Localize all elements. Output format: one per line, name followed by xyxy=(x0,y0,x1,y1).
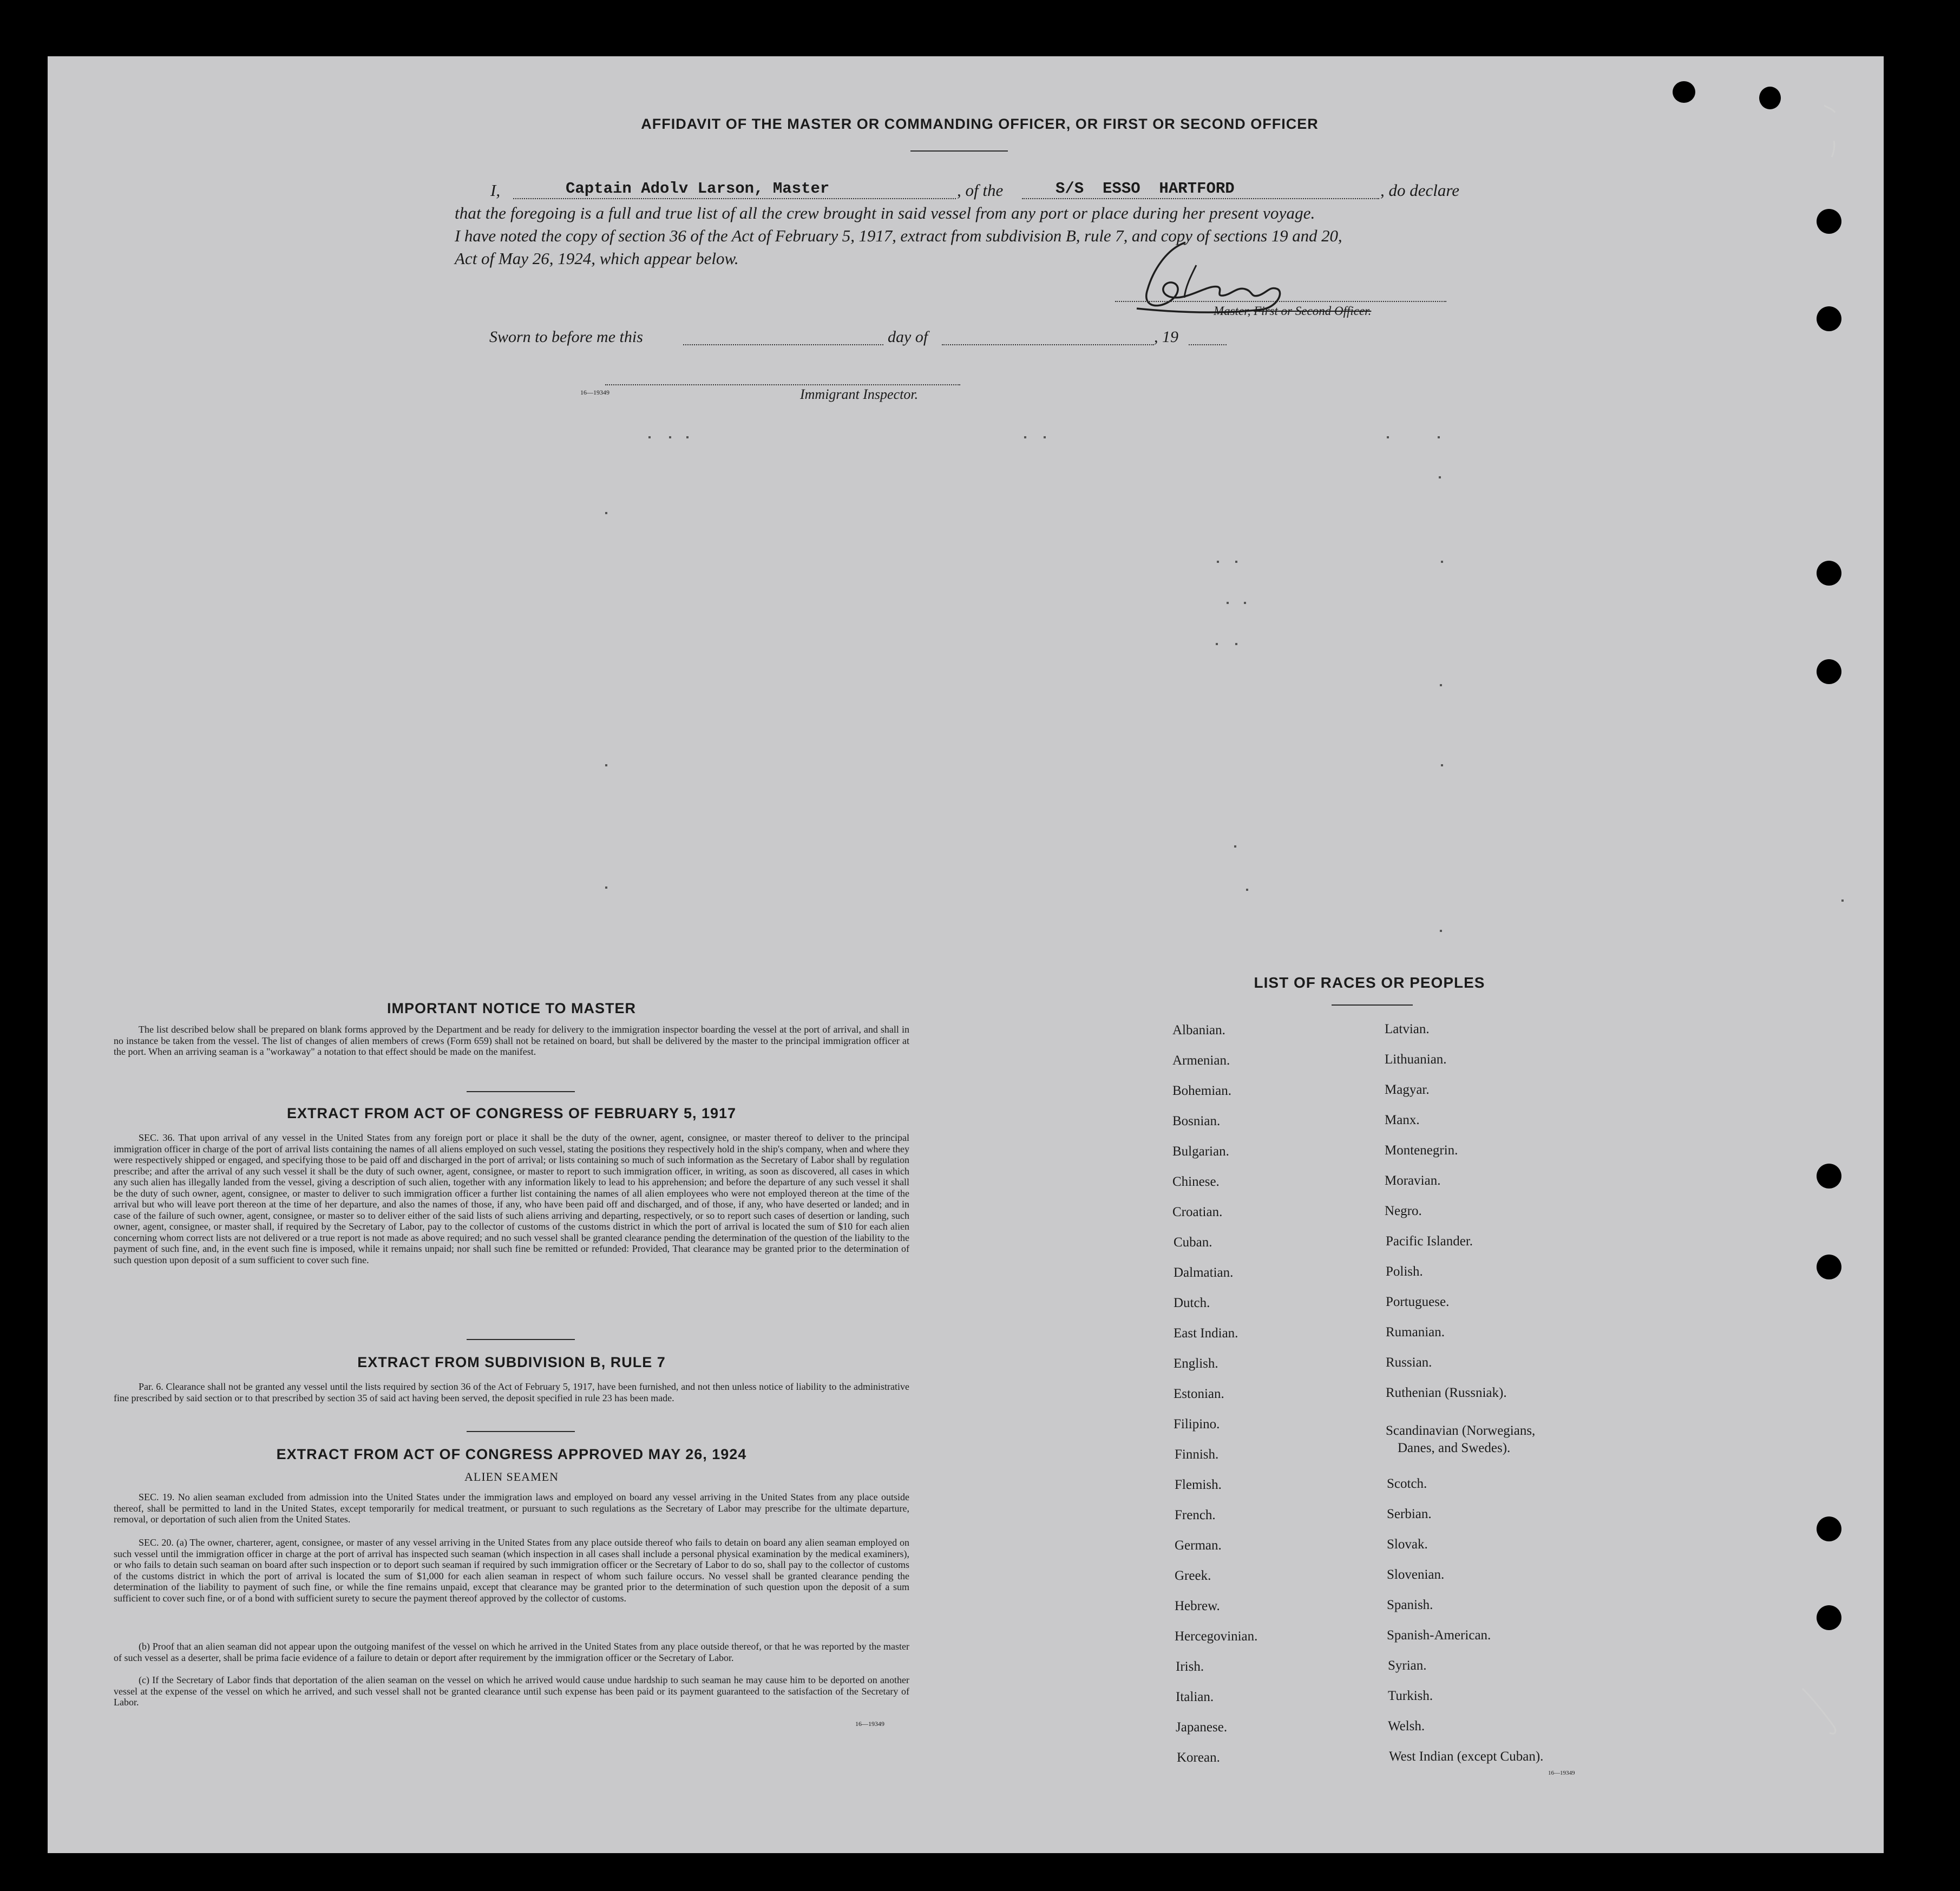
divider-3 xyxy=(467,1431,575,1432)
race-right: Serbian. xyxy=(1387,1507,1432,1521)
race-left: East Indian. xyxy=(1174,1326,1238,1341)
race-left: Italian. xyxy=(1176,1690,1214,1704)
alien-seamen-subtitle: ALIEN SEAMEN xyxy=(464,1470,559,1483)
sworn-prefix: Sworn to before me this xyxy=(489,328,643,346)
races-title: LIST OF RACES OR PEOPLES xyxy=(1254,974,1485,991)
scan-speck xyxy=(669,436,671,438)
sworn-year-line xyxy=(1189,344,1227,345)
race-right: Scotch. xyxy=(1387,1476,1427,1491)
race-right: Latvian. xyxy=(1385,1022,1430,1036)
scan-speck xyxy=(1216,643,1218,645)
sec19-text: SEC. 19. No alien seaman excluded from admission into the United States under the immigration laws and employed on board any vessel arriving in the United States from any place outside thereof, shall be permitted to land in the United States, except temporarily for medical treatment, or pursuant to such regulations as the Secretary of Labor may prescribe for the ultimate departure, removal, or deportation of such alien from the United States. xyxy=(114,1492,909,1525)
race-right: Moravian. xyxy=(1385,1173,1441,1188)
sig-caption-master: Master, xyxy=(1214,304,1254,318)
affidavit-title: AFFIDAVIT OF THE MASTER OR COMMANDING OFFICER, OR FIRST OR SECOND OFFICER xyxy=(641,116,1319,132)
form-number-races: 16—19349 xyxy=(1548,1770,1575,1776)
scan-speck xyxy=(1024,436,1026,438)
extract-1924-title: EXTRACT FROM ACT OF CONGRESS APPROVED MAY 26, 1924 xyxy=(276,1446,747,1462)
affidavit-line-4: Act of May 26, 1924, which appear below. xyxy=(455,249,739,268)
race-left: Irish. xyxy=(1176,1659,1204,1674)
race-left: Bulgarian. xyxy=(1172,1144,1229,1159)
scan-speck xyxy=(1235,643,1237,645)
divider-2 xyxy=(467,1339,575,1340)
race-left: Armenian. xyxy=(1172,1053,1230,1068)
scan-speck xyxy=(686,436,689,438)
scan-speck xyxy=(1227,602,1229,604)
race-right: Pacific Islander. xyxy=(1386,1234,1473,1249)
race-left: Dalmatian. xyxy=(1174,1265,1234,1280)
rule7-text: Par. 6. Clearance shall not be granted any vessel until the lists required by section 36 of the Act of February 5, 1917, have been furnished, and not then unless notice of liability to the administrative fine prescribed by said section or to that prescribed by section 35 of said act having been served, the deposit specified in rule 23 has been made. xyxy=(114,1381,909,1403)
scan-speck xyxy=(1439,476,1441,478)
race-right: Ruthenian (Russniak). xyxy=(1386,1386,1507,1400)
race-right: Danes, and Swedes). xyxy=(1398,1441,1511,1455)
sworn-day-line xyxy=(683,344,883,345)
race-left: Hebrew. xyxy=(1175,1599,1220,1613)
race-left: Bohemian. xyxy=(1172,1084,1232,1098)
race-right: Spanish-American. xyxy=(1387,1628,1491,1643)
race-right: Manx. xyxy=(1385,1113,1420,1127)
inspector-caption: Immigrant Inspector. xyxy=(800,386,919,402)
notice-text: The list described below shall be prepared on blank forms approved by the Department and be ready for delivery to the immigration inspector boarding the vessel at the port of arrival, and shall in no instance be taken from the vessel. The list of changes of alien members of crews (Form 659) shall not be retained on board, but shall be delivered by the master to the principal immigration officer at the port. When an arriving seaman is a "workaway" a notation to that effect should be made on the manifest. xyxy=(114,1024,909,1057)
scan-speck xyxy=(1438,436,1440,438)
scan-speck xyxy=(1246,889,1248,891)
scan-speck xyxy=(605,887,607,889)
sec20b-text: (b) Proof that an alien seaman did not appear upon the outgoing manifest of the vessel on which he arrived in the United States from any place outside thereof, or that he was reported by the master of such vessel as a deserter, shall be prima facie evidence of a failure to detain or deport after requirement by the immigration officer or the Secretary of Labor. xyxy=(114,1641,909,1663)
race-left: Estonian. xyxy=(1174,1387,1224,1401)
race-right: West Indian (except Cuban). xyxy=(1389,1749,1544,1764)
year-prefix: , 19 xyxy=(1154,328,1178,346)
race-right: Polish. xyxy=(1386,1264,1423,1279)
race-left: Dutch. xyxy=(1174,1296,1210,1310)
affidavit-line-3: I have noted the copy of section 36 of the Act of February 5, 1917, extract from subdivision B, rule 7, and copy of sections 19 and 20, xyxy=(455,226,1342,245)
sec20c-text: (c) If the Secretary of Labor finds that deportation of the alien seaman on the vessel on which he arrived would cause undue hardship to such seaman he may cause him to be deported on another vessel at the expense of the vessel on which he arrived, and such vessel shall not be granted clearance until such expense has been paid or its payment guaranteed to the satisfaction of the Secretary of Labor. xyxy=(114,1675,909,1708)
punch-hole xyxy=(1817,1516,1841,1541)
race-right: Slovenian. xyxy=(1387,1567,1445,1582)
sec20a-text: SEC. 20. (a) The owner, charterer, agent, consignee, or master of any vessel arriving in the United States from any place outside thereof who fails to detain on board any alien seaman employed on such vessel until the immigration officer in charge at the port of arrival has inspected such seaman (which inspection in all cases shall include a personal physical examination by the medical examiners), or who fails to detain such seaman on board after such inspection or to deport such seaman if required by such immigration officer or the Secretary of Labor to do so, shall pay to the collector of customs of the customs district in which the port of arrival is located the sum of $1,000 for each alien seaman in respect of whom such failure occurs. No vessel shall be granted clearance pending the determination of the liability to payment of such fine, or while the fine remains unpaid, except that clearance may be granted prior to the determination of such question upon the deposit of a sum sufficient to cover such fine, or of a bond with sufficient surety to secure the payment thereof approved by the collector of customs. xyxy=(114,1537,909,1604)
of-the-label: , of the xyxy=(957,181,1004,200)
race-right: Magyar. xyxy=(1385,1082,1430,1097)
scan-speck xyxy=(1441,561,1443,563)
race-left: Albanian. xyxy=(1172,1023,1225,1038)
race-right: Syrian. xyxy=(1388,1658,1427,1673)
race-left: Greek. xyxy=(1175,1568,1211,1583)
races-title-underline xyxy=(1332,1004,1413,1006)
scan-speck xyxy=(1235,561,1237,563)
punch-hole xyxy=(1817,561,1841,586)
signature-line xyxy=(1115,301,1446,302)
race-left: Flemish. xyxy=(1175,1478,1222,1492)
race-right: Spanish. xyxy=(1387,1598,1433,1612)
affidavit-i: I, xyxy=(490,181,501,200)
rule7-title: EXTRACT FROM SUBDIVISION B, RULE 7 xyxy=(357,1354,666,1370)
affidavit-line-2: that the foregoing is a full and true list of all the crew brought in said vessel from any port or place during her present voyage. xyxy=(455,203,1315,222)
race-right: Welsh. xyxy=(1388,1719,1425,1734)
race-right: Scandinavian (Norwegians, xyxy=(1386,1423,1536,1438)
scan-speck xyxy=(605,512,607,514)
punch-hole xyxy=(1673,81,1695,103)
scan-speck xyxy=(1440,930,1442,932)
vessel-name: S/S ESSO HARTFORD xyxy=(1056,180,1235,198)
punch-hole xyxy=(1759,87,1781,109)
inspector-line xyxy=(605,384,960,385)
scan-speck xyxy=(1841,899,1844,902)
vessel-name-line xyxy=(1022,198,1379,199)
race-right: Turkish. xyxy=(1388,1689,1433,1703)
race-left: Bosnian. xyxy=(1172,1114,1221,1128)
master-name-line xyxy=(513,198,956,199)
day-of-label: day of xyxy=(888,328,928,346)
punch-hole xyxy=(1817,1605,1841,1630)
race-left: Filipino. xyxy=(1174,1417,1220,1432)
scan-speck xyxy=(1044,436,1046,438)
scan-speck xyxy=(648,436,651,438)
race-right: Russian. xyxy=(1386,1355,1432,1370)
scan-speck xyxy=(1440,684,1442,686)
extract-1917-text: SEC. 36. That upon arrival of any vessel in the United States from any foreign port or place it shall be the duty of the owner, agent, consignee, or master thereof to deliver to the principal immigration officer in charge of the port of arrival lists containing the names of all aliens employed on such vessel, stating the positions they respectively hold in the ship's company, when and where they were respectively shipped or engaged, and specifying those to be paid off and discharged in the port of arrival; or lists containing so much of such information as the Secretary of Labor shall by regulation prescribe; and after the arrival of any such vessel it shall be the duty of such owner, agent, consignee, or master to report to such immigration officer, in writing, as soon as discovered, all cases in which any such alien has illegally landed from the vessel, giving a description of such alien, together with any information likely to lead to his apprehension; and before the departure of any such vessel it shall be the duty of such owner, agent, consignee, or master to deliver to such immigration officer a further list containing the names of all alien employees who were not employed thereon at the time of the arrival but who will leave port thereon at the time of her departure, and also the names of those, if any, who have been paid off and discharged, and of those, if any, who have deserted or landed; and in case of the failure of such owner, agent, consignee, or master so to deliver either of the said lists of such aliens arriving and departing, respectively, or so to report such cases of desertion or landing, such owner, agent, consignee, or master shall, if required by the Secretary of Labor, pay to the collector of customs of the customs district in which the port of arrival is located the sum of $10 for each alien concerning whom correct lists are not delivered or a true report is not made as above required; and no such vessel shall be granted clearance pending the determination of the question of the liability to the payment of such fine, and, in the event such fine is imposed, while it remains unpaid; nor shall such fine be remitted or refunded: Provided, That clearance may be granted prior to the determination of such question upon deposit of a sum sufficient to cover such fine. xyxy=(114,1132,909,1265)
scan-speck xyxy=(1441,764,1443,766)
sworn-month-line xyxy=(942,344,1154,345)
race-left: German. xyxy=(1175,1538,1222,1553)
punch-hole xyxy=(1817,1164,1841,1189)
sig-caption-struck: First or Second Officer. xyxy=(1254,304,1372,318)
do-declare-label: , do declare xyxy=(1380,181,1460,200)
punch-hole xyxy=(1817,1255,1841,1279)
punch-hole xyxy=(1817,306,1841,331)
race-left: Finnish. xyxy=(1175,1447,1219,1462)
form-number-top: 16—19349 xyxy=(580,389,609,396)
race-left: Hercegovinian. xyxy=(1175,1629,1258,1644)
punch-hole xyxy=(1817,209,1841,234)
race-left: French. xyxy=(1175,1508,1216,1522)
race-left: Japanese. xyxy=(1176,1720,1228,1735)
signature-caption xyxy=(1214,304,1371,318)
master-name: Captain Adolv Larson, Master xyxy=(566,180,830,198)
race-right: Montenegrin. xyxy=(1385,1143,1458,1158)
margin-mark xyxy=(1819,103,1840,162)
scan-speck xyxy=(605,764,607,766)
scan-speck xyxy=(1234,845,1236,848)
race-right: Slovak. xyxy=(1387,1537,1428,1552)
race-left: English. xyxy=(1174,1356,1218,1371)
race-right: Rumanian. xyxy=(1386,1325,1445,1340)
race-left: Cuban. xyxy=(1174,1235,1212,1250)
race-right: Negro. xyxy=(1385,1204,1422,1218)
extract-1917-title: EXTRACT FROM ACT OF CONGRESS OF FEBRUARY 5, 1917 xyxy=(286,1105,737,1121)
race-right: Portuguese. xyxy=(1386,1295,1450,1309)
form-number-extract: 16—19349 xyxy=(855,1720,884,1728)
title-underline xyxy=(910,150,1008,152)
race-left: Chinese. xyxy=(1172,1174,1220,1189)
margin-mark xyxy=(1797,1683,1851,1743)
race-right: Lithuanian. xyxy=(1385,1052,1447,1067)
notice-title: IMPORTANT NOTICE TO MASTER xyxy=(387,1000,636,1016)
scan-speck xyxy=(1244,602,1246,604)
scan-speck xyxy=(1217,561,1219,563)
punch-hole xyxy=(1817,659,1841,684)
scan-speck xyxy=(1387,436,1389,438)
race-left: Korean. xyxy=(1177,1750,1220,1765)
race-left: Croatian. xyxy=(1172,1205,1223,1219)
divider-1 xyxy=(467,1091,575,1092)
